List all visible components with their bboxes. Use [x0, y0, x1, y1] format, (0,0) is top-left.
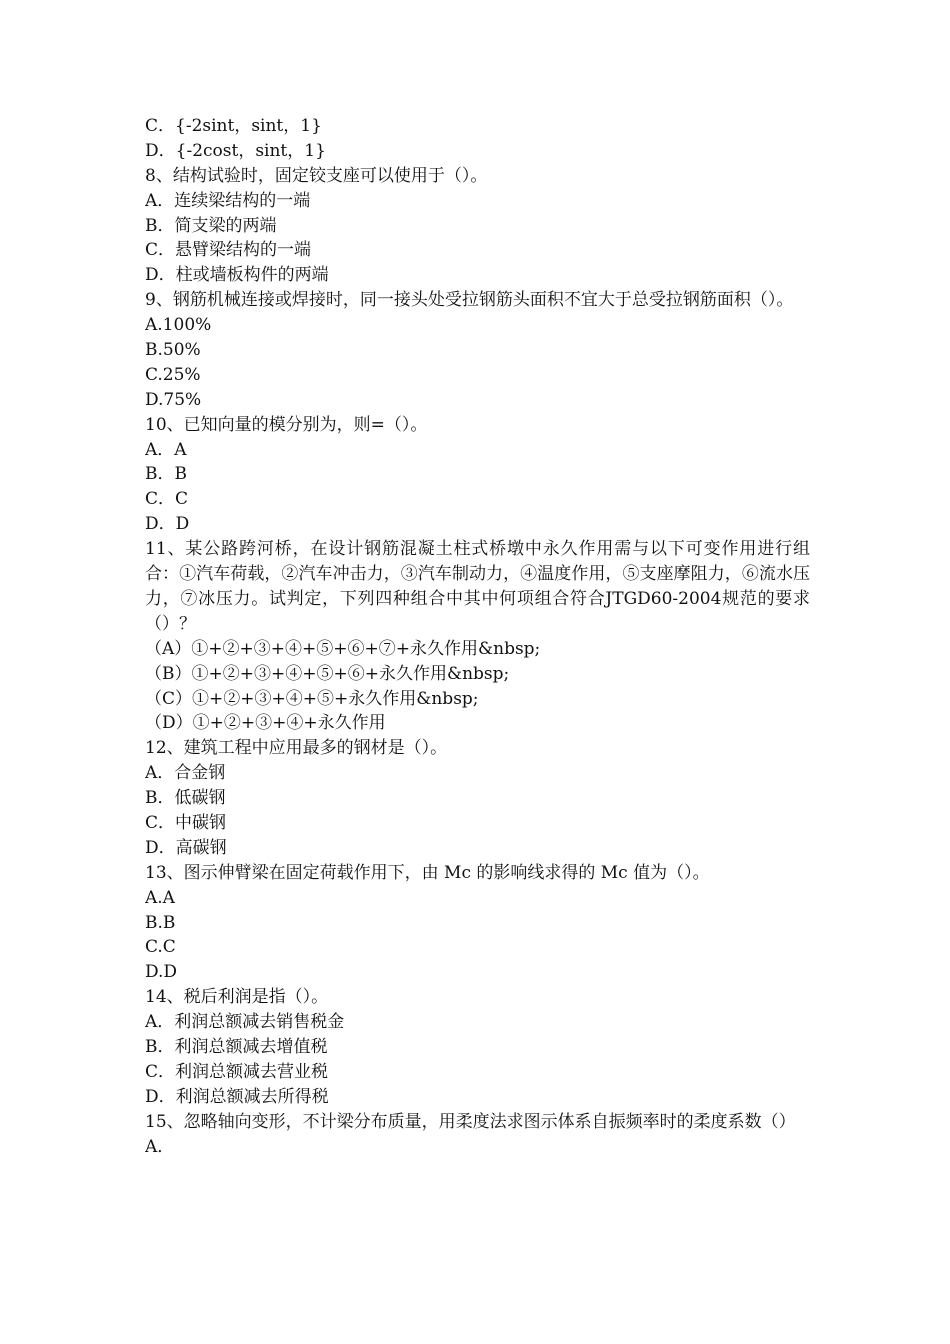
text-q8-stem: 8、结构试验时，固定铰支座可以使用于（）。	[145, 165, 488, 186]
text-q14-opt-d: D．利润总额减去所得税	[145, 1086, 329, 1107]
text-q8-opt-c: C．悬臂梁结构的一端	[145, 240, 312, 261]
text-q14-opt-c: C．利润总额减去营业税	[145, 1061, 329, 1082]
text-q8-opt-a: A．连续梁结构的一端	[145, 190, 311, 211]
text-q10-opt-b: B．B	[145, 464, 187, 485]
text-q10-opt-d: D．D	[145, 514, 190, 535]
text-q10-opt-a: A．A	[145, 439, 187, 460]
text-q10-stem: 10、已知向量的模分别为，则=（）。	[145, 414, 428, 435]
text-q13-opt-a: A.A	[145, 887, 175, 908]
text-q12-opt-d: D．高碳钢	[145, 837, 227, 858]
text-q12-opt-c: C．中碳钢	[145, 813, 227, 834]
text-q14-stem: 14、税后利润是指（）。	[145, 987, 329, 1008]
text-q12-opt-b: B．低碳钢	[145, 788, 226, 809]
text-q9-opt-d: D.75%	[145, 389, 202, 410]
text-q9-opt-a: A.100%	[145, 315, 212, 336]
text-q14-opt-a: A．利润总额减去销售税金	[145, 1012, 345, 1033]
text-q15-stem: 15、忽略轴向变形，不计梁分布质量，用柔度法求图示体系自振频率时的柔度系数（）	[145, 1111, 796, 1132]
text-q10-opt-c: C．C	[145, 489, 189, 510]
text-q7-opt-d: D．{-2cost，sint，1}	[145, 140, 326, 161]
text-q13-stem: 13、图示伸臂梁在固定荷载作用下，由 Mc 的影响线求得的 Mc 值为（）。	[145, 862, 710, 883]
text-q12-opt-a: A．合金钢	[145, 763, 226, 784]
text-q11-opt-c: （C）①+②+③+④+⑤+永久作用&nbsp;	[145, 688, 479, 709]
text-q11-stem: 11、某公路跨河桥，在设计钢筋混凝土柱式桥墩中永久作用需与以下可变作用进行组合：①汽车荷载，②汽车冲击力，③汽车制动力，④温度作用，⑤支座摩阻力，⑥流水压力，⑦冰压力。试判定，下列四种组合中其中何项组合符合JTGD60-2004规范的要求（）？	[145, 539, 810, 634]
document-body	[145, 114, 810, 1160]
text-q13-opt-c: C.C	[145, 937, 176, 958]
text-q8-opt-b: B．简支梁的两端	[145, 215, 277, 236]
text-q13-opt-d: D.D	[145, 962, 178, 983]
text-q9-stem: 9、钢筋机械连接或焊接时，同一接头处受拉钢筋头面积不宜大于总受拉钢筋面积（）。	[145, 290, 794, 311]
text-q12-stem: 12、建筑工程中应用最多的钢材是（）。	[145, 738, 448, 759]
text-q9-opt-c: C.25%	[145, 364, 201, 385]
text-q8-opt-d: D．柱或墙板构件的两端	[145, 265, 329, 286]
text-q13-opt-b: B.B	[145, 912, 176, 933]
text-q9-opt-b: B.50%	[145, 340, 201, 361]
text-q11-opt-a: （A）①+②+③+④+⑤+⑥+⑦+永久作用&nbsp;	[145, 638, 541, 659]
text-q15-opt-a: A．	[145, 1136, 175, 1157]
text-q14-opt-b: B．利润总额减去增值税	[145, 1037, 328, 1058]
text-q11-opt-b: （B）①+②+③+④+⑤+⑥+永久作用&nbsp;	[145, 663, 510, 684]
text-q7-opt-c: C．{-2sint，sint，1}	[145, 116, 322, 136]
text-q11-opt-d: （D）①+②+③+④+永久作用	[145, 713, 386, 734]
